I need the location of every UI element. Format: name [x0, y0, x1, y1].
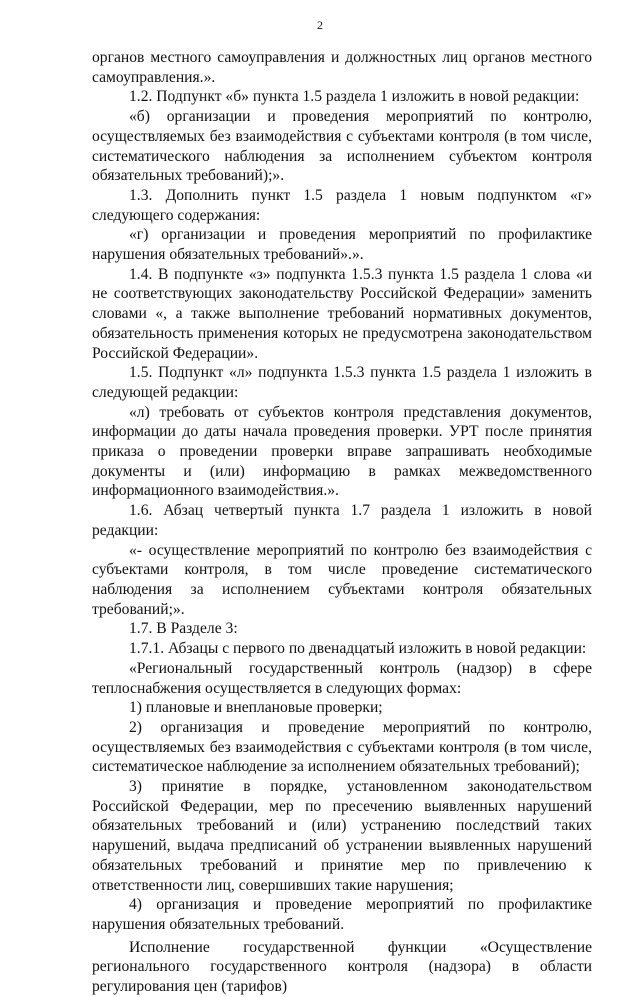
paragraph: «- осуществление мероприятий по контролю без взаимодействия с субъектами контроля, в том числе проведение систематического наблюдения за исполнением субъектами контроля обязательных требований;». — [92, 541, 592, 618]
paragraph: «л) требовать от субъектов контроля представления документов, информации до даты начала проведения проверки. УРТ после принятия приказа о проведении проверки вправе запрашивать необходимые документы и (или) информацию в рамках межведомственного информационного взаимодействия.». — [92, 403, 592, 500]
paragraph: «б) организации и проведения мероприятий по контролю, осуществляемых без взаимодействия с субъектами контроля (в том числе, систематического наблюдения за исполнением субъектом контроля обязательных требований);». — [92, 108, 592, 185]
paragraph: 1.2. Подпункт «б» пункта 1.5 раздела 1 изложить в новой редакции: — [129, 88, 580, 106]
paragraph: 4) организация и проведение мероприятий по профилактике нарушения обязательных требований. — [92, 896, 592, 933]
paragraph: 1) плановые и внеплановые проверки; — [129, 699, 383, 717]
paragraph: 1.7. В Разделе 3: — [129, 620, 238, 638]
paragraph: Исполнение государственной функции «Осуществление регионального государственного контроля (надзора) в области регулирования цен (тарифов) — [92, 938, 592, 996]
paragraph: 1.3. Дополнить пункт 1.5 раздела 1 новым подпунктом «г» следующего содержания: — [92, 186, 592, 224]
document-body — [92, 48, 592, 997]
paragraph: 2) организация и проведение мероприятий по контролю, осуществляемых без взаимодействия с субъектами контроля (в том числе, систематическое наблюдение за исполнением обязательных требований); — [92, 718, 592, 776]
paragraph: 3) принятие в порядке, установленном законодательством Российской Федерации, мер по пресечению выявленных нарушений обязательных требований и (или) устранению последствий таких нарушений, выдача предписаний об устранении выявленных нарушений обязательных требований и принятие мер по привлечению к ответственности лиц, совершивших такие нарушения; — [92, 778, 592, 894]
paragraph: «Региональный государственный контроль (надзор) в сфере теплоснабжения осуществляется в следующих формах: — [92, 659, 592, 697]
paragraph: 1.5. Подпункт «л» подпункта 1.5.3 пункта 1.5 раздела 1 изложить в следующей редакции: — [92, 364, 592, 401]
paragraph: 1.6. Абзац четвертый пункта 1.7 раздела 1 изложить в новой редакции: — [92, 502, 592, 539]
paragraph: «г) организации и проведения мероприятий по профилактике нарушения обязательных требований».». — [92, 226, 592, 264]
paragraph: 1.7.1. Абзацы с первого по двенадцатый изложить в новой редакции: — [129, 640, 587, 658]
paragraph: органов местного самоуправления и должностных лиц органов местного самоуправления.». — [92, 49, 592, 86]
paragraph: 1.4. В подпункте «з» подпункта 1.5.3 пункта 1.5 раздела 1 слова «и не соответствующих законодательству Российской Федерации» заменить словами «, а также выполнение требований нормативных документов, обязательность применения которых не предусмотрена законодательством Российской Федерации». — [92, 265, 592, 362]
page-number: 2 — [317, 18, 323, 32]
